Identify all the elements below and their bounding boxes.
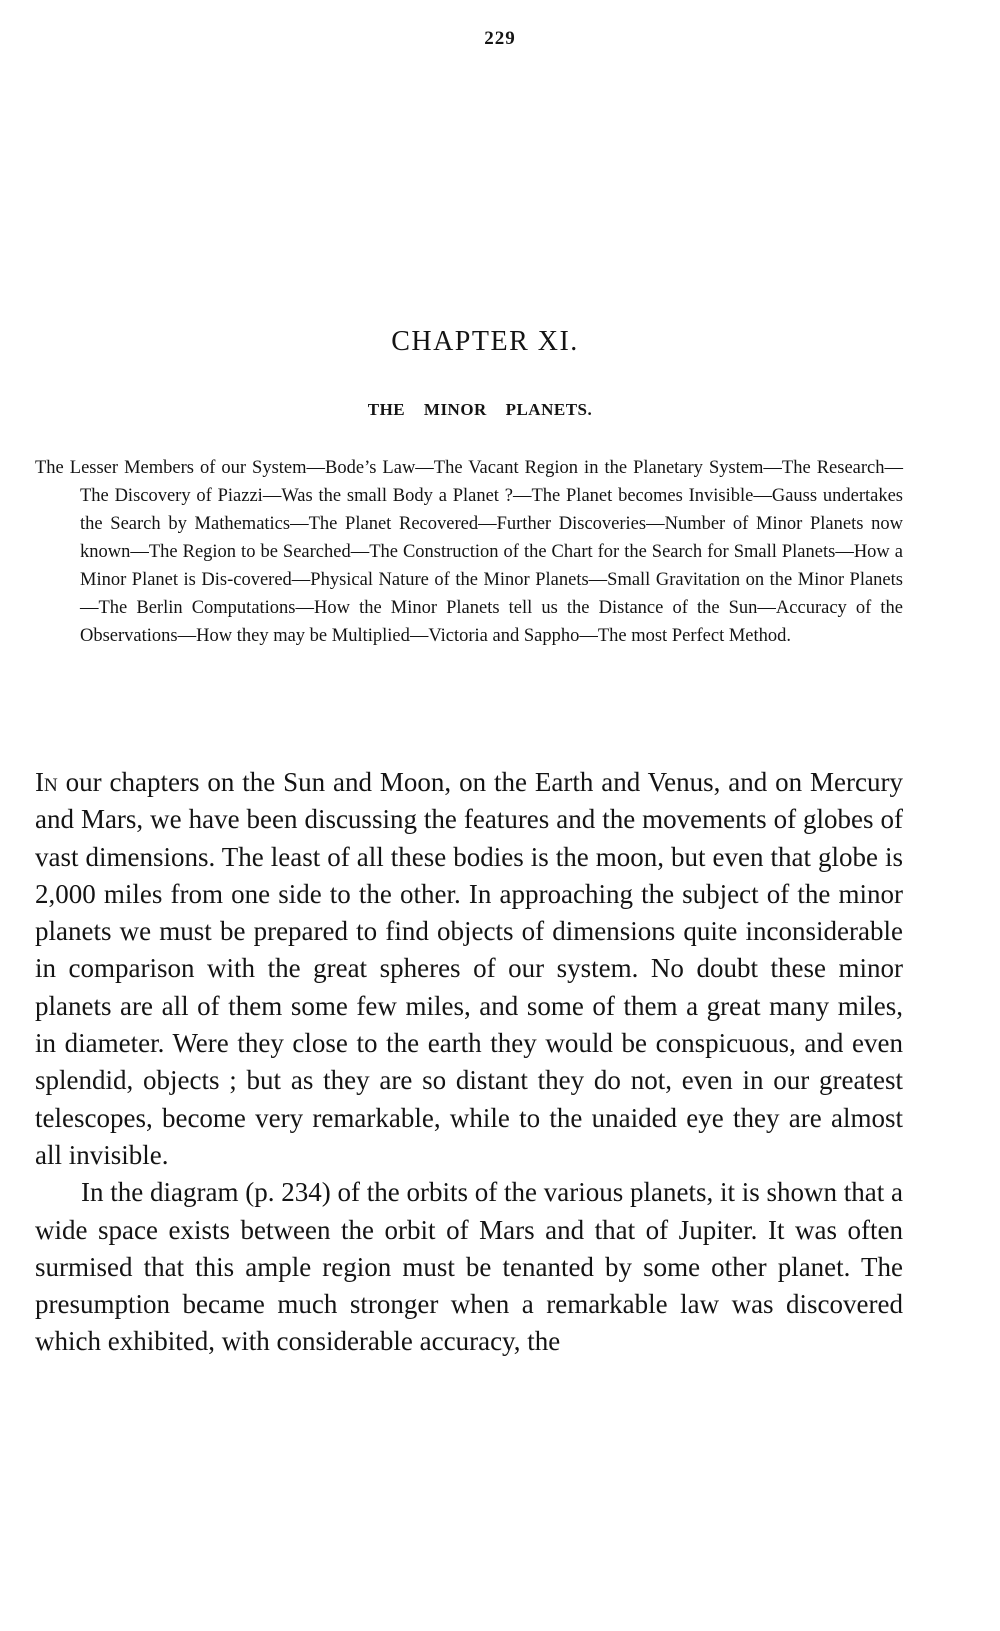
chapter-title: CHAPTER XI. — [391, 326, 579, 357]
paragraph-lead-word: In — [35, 767, 58, 797]
paragraph-2: In the diagram (p. 234) of the orbits of the various planets, it is shown that a wide space exists between the orbit of Mars and that of Jupiter. It was often surmised that this ample region must be tenanted by some other planet. The presumption became much stronger when a remarkable law was discovered which exhibited, with considerable accuracy, the — [35, 1177, 903, 1357]
paragraph-1 — [35, 764, 903, 1174]
chapter-synopsis: The Lesser Members of our System—Bode’s Law—The Vacant Region in the Planetary System—The Research—The Discovery of Piazzi—Was the small Body a Planet ?—The Planet becomes Invisible—Gauss undertakes the Search by Mathematics—The Planet Recovered—Further Discoveries—Number of Minor Planets now known—The Region to be Searched—The Construction of the Chart for the Search for Small Planets—How a Minor Planet is Dis-covered—Physical Nature of the Minor Planets—Small Gravitation on the Minor Planets—The Berlin Computations—How the Minor Planets tell us the Distance of the Sun—Accuracy of the Observations—How they may be Multiplied—Victoria and Sappho—The most Perfect Method. — [35, 458, 903, 646]
body-text — [35, 764, 903, 1361]
paragraph-1-text: our chapters on the Sun and Moon, on the Earth and Venus, and on Mercury and Mars, we have been discussing the features and the movements of globes of vast dimensions. The least of all these bodies is the moon, but even that globe is 2,000 miles from one side to the other. In approaching the subject of the minor planets we must be prepared to find objects of dimensions quite inconsiderable in comparison with the great spheres of our system. No doubt these minor planets are all of them some few miles, and some of them a great many miles, in diameter. Were they close to the earth they would be conspicuous, and even splendid, objects ; but as they are so distant they do not, even in our greatest telescopes, become very remarkable, while to the unaided eye they are almost all invisible. — [35, 767, 903, 1170]
chapter-subtitle: THE MINOR PLANETS. — [367, 400, 593, 419]
page-number: 229 — [484, 28, 516, 49]
